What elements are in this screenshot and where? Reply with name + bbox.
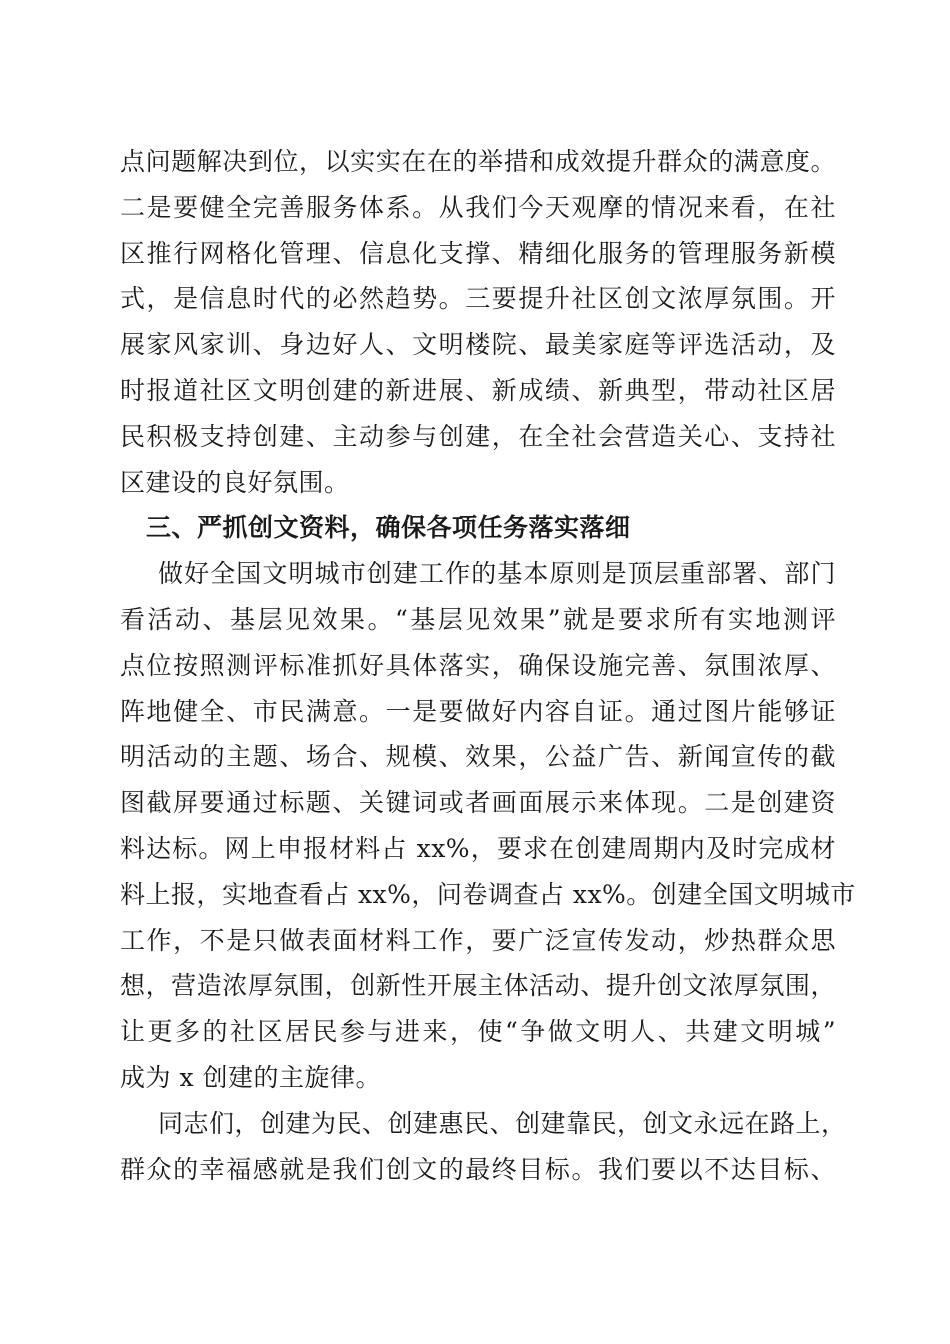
text-line: 料达标。网上申报材料占 xx%，要求在创建周期内及时完成材 xyxy=(120,833,836,863)
text-line: 料上报，实地查看占 xx%，问卷调查占 xx%。创建全国文明城市 xyxy=(120,879,856,909)
text-line: 看活动、基层见效果。“基层见效果”就是要求所有实地测评 xyxy=(120,604,836,634)
text-line: 明活动的主题、场合、规模、效果，公益广告、新闻宣传的截 xyxy=(120,742,836,772)
text-line: 群众的幸福感就是我们创文的最终目标。我们要以不达目标、 xyxy=(120,1154,836,1184)
text-line: 民积极支持创建、主动参与创建，在全社会营造关心、支持社 xyxy=(120,421,836,451)
text-line: 展家风家训、身边好人、文明楼院、最美家庭等评选活动，及 xyxy=(120,330,836,360)
text-line: 区推行网格化管理、信息化支撑、精细化服务的管理服务新模 xyxy=(120,238,836,268)
text-line: 区建设的良好氛围。 xyxy=(120,467,350,497)
section-heading: 三、严抓创文资料，确保各项任务落实落细 xyxy=(146,513,631,543)
text-line: 工作，不是只做表面材料工作，要广泛宣传发动，炒热群众思 xyxy=(120,925,836,955)
text-line: 图截屏要通过标题、关键词或者画面展示来体现。二是创建资 xyxy=(120,788,836,818)
text-line: 二是要健全完善服务体系。从我们今天观摩的情况来看，在社 xyxy=(120,192,836,222)
text-line: 式，是信息时代的必然趋势。三要提升社区创文浓厚氛围。开 xyxy=(120,284,836,314)
text-line: 成为 x 创建的主旋律。 xyxy=(120,1062,381,1092)
text-line: 想，营造浓厚氛围，创新性开展主体活动、提升创文浓厚氛围， xyxy=(120,971,836,1001)
document-body xyxy=(120,139,856,1192)
text-line: 时报道社区文明创建的新进展、新成绩、新典型，带动社区居 xyxy=(120,375,836,405)
text-line: 点位按照测评标准抓好具体落实，确保设施完善、氛围浓厚、 xyxy=(120,650,836,680)
text-line: 做好全国文明城市创建工作的基本原则是顶层重部署、部门 xyxy=(158,559,836,589)
text-line: 让更多的社区居民参与进来，使“争做文明人、共建文明城” xyxy=(120,1017,836,1047)
text-line: 同志们，创建为民、创建惠民、创建靠民，创文永远在路上， xyxy=(158,1108,847,1138)
text-line: 点问题解决到位，以实实在在的举措和成效提升群众的满意度。 xyxy=(120,147,836,176)
text-line: 阵地健全、市民满意。一是要做好内容自证。通过图片能够证 xyxy=(120,696,836,726)
